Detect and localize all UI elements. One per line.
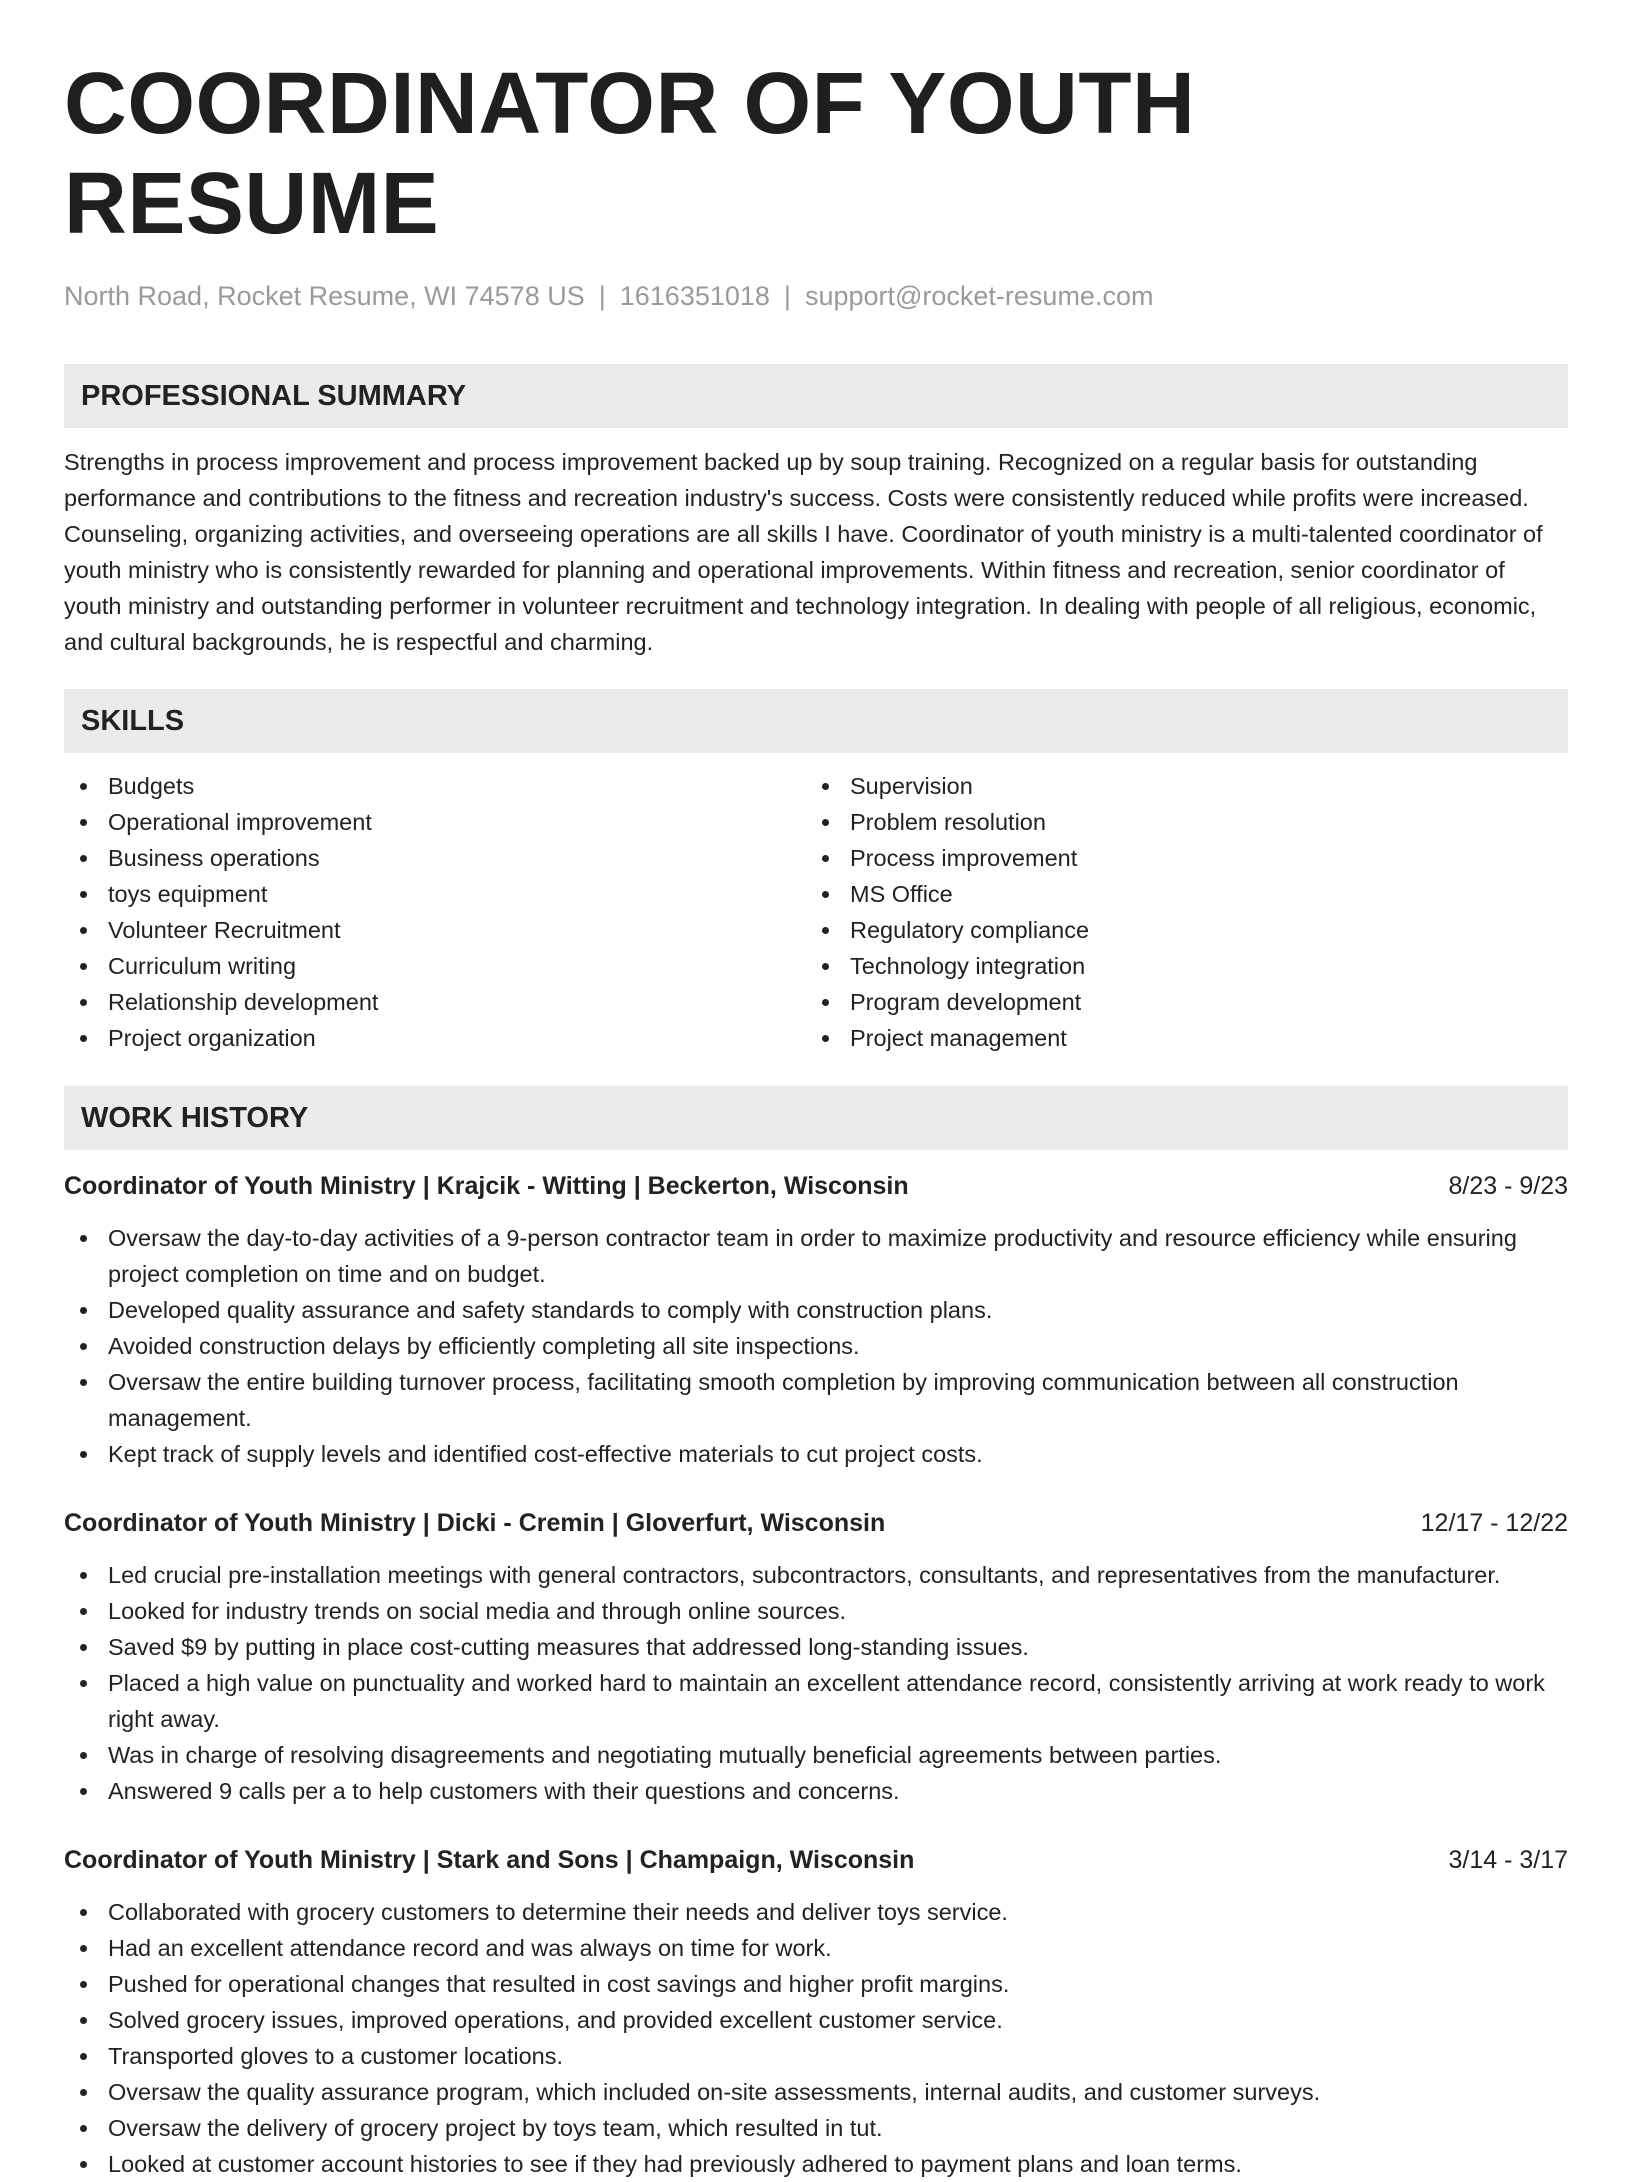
contact-email[interactable]: support@rocket-resume.com	[804, 281, 1154, 311]
summary-heading: PROFESSIONAL SUMMARY	[64, 364, 1568, 428]
resume-title: COORDINATOR OF YOUTH RESUME	[64, 55, 1196, 252]
work-history-heading: WORK HISTORY	[64, 1086, 1568, 1150]
job-entry	[64, 1505, 1568, 1809]
duty-item: Developed quality assurance and safety standards to comply with construction plans.	[64, 1292, 1568, 1328]
duty-item: Looked for industry trends on social media and through online sources.	[64, 1593, 1568, 1629]
duty-item: Collaborated with grocery customers to determine their needs and deliver toys service.	[64, 1894, 1568, 1930]
skill-item: Project organization	[64, 1020, 806, 1056]
job-duties	[64, 1894, 1568, 2182]
duty-item: Led crucial pre-installation meetings with general contractors, subcontractors, consultants, and representatives from the manufacturer.	[64, 1557, 1568, 1593]
skills-list	[64, 768, 1568, 1056]
duty-item: Solved grocery issues, improved operations, and provided excellent customer service.	[64, 2002, 1568, 2038]
job-header	[64, 1842, 1568, 1878]
job-duties	[64, 1557, 1568, 1809]
duty-item: Oversaw the quality assurance program, which included on-site assessments, internal audits, and customer surveys.	[64, 2074, 1568, 2110]
job-dates: 8/23 - 9/23	[1448, 1172, 1568, 1200]
skill-item: Problem resolution	[806, 804, 1548, 840]
skill-item: toys equipment	[64, 876, 806, 912]
skill-item: Curriculum writing	[64, 948, 806, 984]
skill-item: Operational improvement	[64, 804, 806, 840]
skills-heading: SKILLS	[64, 689, 1568, 753]
job-entry	[64, 1842, 1568, 2182]
contact-separator: |	[598, 281, 606, 311]
skill-item: Program development	[806, 984, 1548, 1020]
job-title: Coordinator of Youth Ministry | Krajcik - Witting | Beckerton, Wisconsin	[64, 1172, 909, 1200]
duty-item: Looked at customer account histories to see if they had previously adhered to payment plans and loan terms.	[64, 2146, 1568, 2182]
job-dates: 12/17 - 12/22	[1420, 1509, 1568, 1537]
skill-item: Volunteer Recruitment	[64, 912, 806, 948]
duty-item: Oversaw the delivery of grocery project by toys team, which resulted in tut.	[64, 2110, 1568, 2146]
contact-line	[64, 278, 1568, 314]
duty-item: Was in charge of resolving disagreements and negotiating mutually beneficial agreements between parties.	[64, 1737, 1568, 1773]
skill-item: Regulatory compliance	[806, 912, 1548, 948]
skill-item: Technology integration	[806, 948, 1548, 984]
duty-item: Placed a high value on punctuality and worked hard to maintain an excellent attendance record, consistently arriving at work ready to work right away.	[64, 1665, 1568, 1737]
job-dates: 3/14 - 3/17	[1448, 1846, 1568, 1874]
resume-page	[64, 0, 1568, 2182]
duty-item: Transported gloves to a customer locations.	[64, 2038, 1568, 2074]
duty-item: Oversaw the day-to-day activities of a 9-person contractor team in order to maximize productivity and resource efficiency while ensuring project completion on time and on budget.	[64, 1220, 1568, 1292]
skill-item: Business operations	[64, 840, 806, 876]
skills-column-right	[806, 768, 1548, 1056]
job-title: Coordinator of Youth Ministry | Dicki - Cremin | Gloverfurt, Wisconsin	[64, 1509, 886, 1537]
duty-item: Avoided construction delays by efficiently completing all site inspections.	[64, 1328, 1568, 1364]
duty-item: Saved $9 by putting in place cost-cutting measures that addressed long-standing issues.	[64, 1629, 1568, 1665]
job-title: Coordinator of Youth Ministry | Stark and Sons | Champaign, Wisconsin	[64, 1846, 915, 1874]
job-header	[64, 1168, 1568, 1204]
duty-item: Had an excellent attendance record and was always on time for work.	[64, 1930, 1568, 1966]
skill-item: Budgets	[64, 768, 806, 804]
contact-separator: |	[783, 281, 791, 311]
skill-item: MS Office	[806, 876, 1548, 912]
duty-item: Oversaw the entire building turnover process, facilitating smooth completion by improving communication between all construction management.	[64, 1364, 1568, 1436]
skill-item: Supervision	[806, 768, 1548, 804]
contact-address: North Road, Rocket Resume, WI 74578 US	[64, 281, 585, 311]
duty-item: Pushed for operational changes that resulted in cost savings and higher profit margins.	[64, 1966, 1568, 2002]
job-duties	[64, 1220, 1568, 1472]
duty-item: Kept track of supply levels and identified cost-effective materials to cut project costs.	[64, 1436, 1568, 1472]
skill-item: Project management	[806, 1020, 1548, 1056]
job-header	[64, 1505, 1568, 1541]
skill-item: Relationship development	[64, 984, 806, 1020]
skills-column-left	[64, 768, 806, 1056]
summary-text: Strengths in process improvement and process improvement backed up by soup training. Recognized on a regular basis for outstanding performance and contributions to the fitness and recreation industry's success. Costs were consistently reduced while profits were increased. Counseling, organizing activities, and overseeing operations are all skills I have. Coordinator of youth ministry is a multi-talented coordinator of youth ministry who is consistently rewarded for planning and operational improvements. Within fitness and recreation, senior coordinator of youth ministry and outstanding performer in volunteer recruitment and technology integration. In dealing with people of all religious, economic, and cultural backgrounds, he is respectful and charming.	[64, 449, 1543, 655]
duty-item: Answered 9 calls per a to help customers with their questions and concerns.	[64, 1773, 1568, 1809]
job-entry	[64, 1168, 1568, 1472]
skill-item: Process improvement	[806, 840, 1548, 876]
contact-phone: 1616351018	[619, 281, 770, 311]
